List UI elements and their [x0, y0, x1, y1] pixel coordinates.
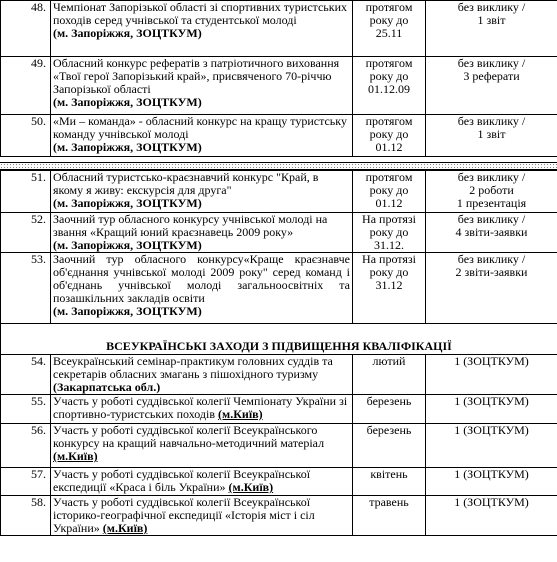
- event-location: (м.Київ): [228, 480, 274, 494]
- event-result: [426, 1, 557, 57]
- event-description: [51, 115, 353, 157]
- event-description: [51, 355, 353, 395]
- event-result: [426, 496, 557, 536]
- table-row: [1, 424, 557, 468]
- result-line: 1 (ЗОЦТКУМ): [454, 467, 529, 481]
- result-line: 2 звіти-заявки: [455, 265, 528, 279]
- result-line: без виклику /: [457, 56, 526, 70]
- event-description: [51, 171, 353, 213]
- row-number: 50.: [1, 115, 51, 157]
- event-result: [426, 213, 557, 253]
- result-line: 1 презентація: [456, 196, 527, 210]
- deadline-line: протягом: [365, 114, 413, 128]
- event-deadline: [353, 253, 426, 324]
- deadline-line: протягом: [365, 56, 413, 70]
- deadline-line: березень: [366, 394, 412, 408]
- table-row: [1, 115, 557, 157]
- event-location: (м. Запоріжжя, ЗОЦТКУМ): [53, 238, 202, 252]
- result-line: 4 звіти-заявки: [455, 225, 528, 239]
- deadline-line: 25.11: [375, 26, 403, 40]
- result-line: без виклику /: [457, 212, 526, 226]
- event-deadline: [353, 468, 426, 496]
- table-row: [1, 355, 557, 395]
- row-number: 51.: [1, 171, 51, 213]
- row-number: 54.: [1, 355, 51, 395]
- table-row: [1, 213, 557, 253]
- result-line: 3 реферати: [463, 69, 520, 83]
- deadline-line: року до: [369, 13, 409, 27]
- result-line: 1 (ЗОЦТКУМ): [454, 354, 529, 368]
- deadline-line: На протязі: [362, 212, 416, 226]
- result-line: без виклику /: [457, 252, 526, 266]
- event-location: (м.Київ): [218, 407, 263, 421]
- event-result: [426, 253, 557, 324]
- deadline-line: року до: [369, 127, 409, 141]
- event-description: [51, 1, 353, 57]
- deadline-line: 01.12.09: [368, 82, 410, 96]
- result-line: 1 (ЗОЦТКУМ): [454, 423, 529, 437]
- deadline-line: року до: [369, 225, 409, 239]
- deadline-line: протягом: [365, 0, 413, 14]
- deadline-line: року до: [369, 265, 409, 279]
- event-result: [426, 424, 557, 468]
- result-line: 2 роботи: [469, 183, 514, 197]
- table-row: [1, 1, 557, 57]
- event-result: [426, 171, 557, 213]
- row-number: 48.: [1, 1, 51, 57]
- event-deadline: [353, 496, 426, 536]
- result-line: без виклику /: [457, 0, 526, 14]
- event-text: Участь у роботі суддівської колегії Чемпіонату України зі спортивно-туристських походів: [53, 394, 348, 421]
- table-row: [1, 253, 557, 324]
- event-deadline: [353, 395, 426, 424]
- deadline-line: травень: [369, 495, 409, 509]
- event-result: [426, 115, 557, 157]
- deadline-line: 31.12.: [374, 238, 404, 252]
- event-location: (м. Запоріжжя, ЗОЦТКУМ): [53, 304, 202, 318]
- event-deadline: [353, 424, 426, 468]
- event-text: Участь у роботі суддівської колегії Всеукраїнського конкурсу на кращий навчально-методичний матеріал: [53, 423, 325, 450]
- event-text: Участь у роботі суддівської колегії Всеукраїнської історико-географічної експедиції «Історія міст і сіл України»: [53, 495, 315, 535]
- event-description: [51, 395, 353, 424]
- row-number: 58.: [1, 496, 51, 536]
- event-deadline: [353, 57, 426, 115]
- row-number: 57.: [1, 468, 51, 496]
- section-heading-row: [1, 324, 557, 355]
- event-result: [426, 395, 557, 424]
- event-description: [51, 468, 353, 496]
- event-deadline: [353, 171, 426, 213]
- event-location: (м. Запоріжжя, ЗОЦТКУМ): [53, 95, 202, 109]
- event-result: [426, 468, 557, 496]
- event-text: «Ми – команда» - обласний конкурс на кращу туристську команду учнівської молоді: [53, 114, 347, 141]
- section-heading: ВСЕУКРАЇНСЬКІ ЗАХОДИ З ПІДВИЩЕННЯ КВАЛІФІКАЦІЇ: [1, 324, 557, 355]
- row-number: 55.: [1, 395, 51, 424]
- deadline-line: березень: [366, 423, 412, 437]
- event-description: [51, 496, 353, 536]
- event-location: (м. Запоріжжя, ЗОЦТКУМ): [53, 26, 202, 40]
- deadline-line: 31.12: [375, 278, 403, 292]
- deadline-line: 01.12: [375, 140, 403, 154]
- result-line: без виклику /: [457, 170, 526, 184]
- event-text: Заочний тур обласного конкурсу«Краще краєзнавче об'єднання учнівської молоді 2009 року" серед команд і об'єднань учнівської молоді загальноосвітніх та позашкільних закладів освіти: [53, 252, 350, 305]
- event-deadline: [353, 115, 426, 157]
- event-description: [51, 213, 353, 253]
- event-text: Всеукраїнський семінар-практикум головних суддів та секретарів обласних змагань з пішохідного туризму: [53, 354, 333, 381]
- event-result: [426, 57, 557, 115]
- event-text: Обласний туристсько-краєзнавчий конкурс "Край, в якому я живу: екскурсія для друга": [53, 170, 319, 197]
- deadline-line: 01.12: [375, 196, 403, 210]
- deadline-line: року до: [369, 183, 409, 197]
- table-row: [1, 171, 557, 213]
- deadline-line: На протязі: [362, 252, 416, 266]
- table-row: [1, 468, 557, 496]
- deadline-line: лютий: [372, 354, 406, 368]
- result-line: 1 звіт: [477, 13, 506, 27]
- event-deadline: [353, 355, 426, 395]
- event-result: [426, 355, 557, 395]
- row-number: 53.: [1, 253, 51, 324]
- result-line: 1 звіт: [477, 127, 506, 141]
- event-location: (Закарпатська обл.): [53, 380, 161, 394]
- result-line: без виклику /: [457, 114, 526, 128]
- event-location: (м.Київ): [53, 449, 98, 463]
- table-row: [1, 496, 557, 536]
- event-text: Участь у роботі суддівської колегії Всеукраїнської експедиції «Краса і біль України»: [53, 467, 311, 494]
- events-table-part2: [0, 170, 557, 536]
- page-break-separator: [0, 162, 557, 170]
- event-description: [51, 57, 353, 115]
- event-text: Чемпіонат Запорізької області зі спортивних туристських походів серед учнівської та студентської молоді: [53, 0, 347, 27]
- row-number: 49.: [1, 57, 51, 115]
- event-description: [51, 253, 353, 324]
- deadline-line: квітень: [370, 467, 408, 481]
- event-deadline: [353, 213, 426, 253]
- result-line: 1 (ЗОЦТКУМ): [454, 495, 529, 509]
- table-row: [1, 57, 557, 115]
- deadline-line: року до: [369, 69, 409, 83]
- event-text: Обласний конкурс рефератів з патріотичного виховання «Твої герої Запорізький край», присвяченого 70-річчю Запорізької області: [53, 56, 340, 96]
- row-number: 52.: [1, 213, 51, 253]
- event-location: (м. Запоріжжя, ЗОЦТКУМ): [53, 140, 202, 154]
- event-location: (м.Київ): [102, 521, 148, 535]
- row-number: 56.: [1, 424, 51, 468]
- event-text: Заочний тур обласного конкурсу учнівської молоді на звання «Кращий юний краєзнавець 2009 року»: [53, 212, 328, 239]
- table-row: [1, 395, 557, 424]
- event-location: (м. Запоріжжя, ЗОЦТКУМ): [53, 196, 202, 210]
- event-description: [51, 424, 353, 468]
- result-line: 1 (ЗОЦТКУМ): [454, 394, 529, 408]
- event-deadline: [353, 1, 426, 57]
- deadline-line: протягом: [365, 170, 413, 184]
- events-table-part1: [0, 0, 557, 157]
